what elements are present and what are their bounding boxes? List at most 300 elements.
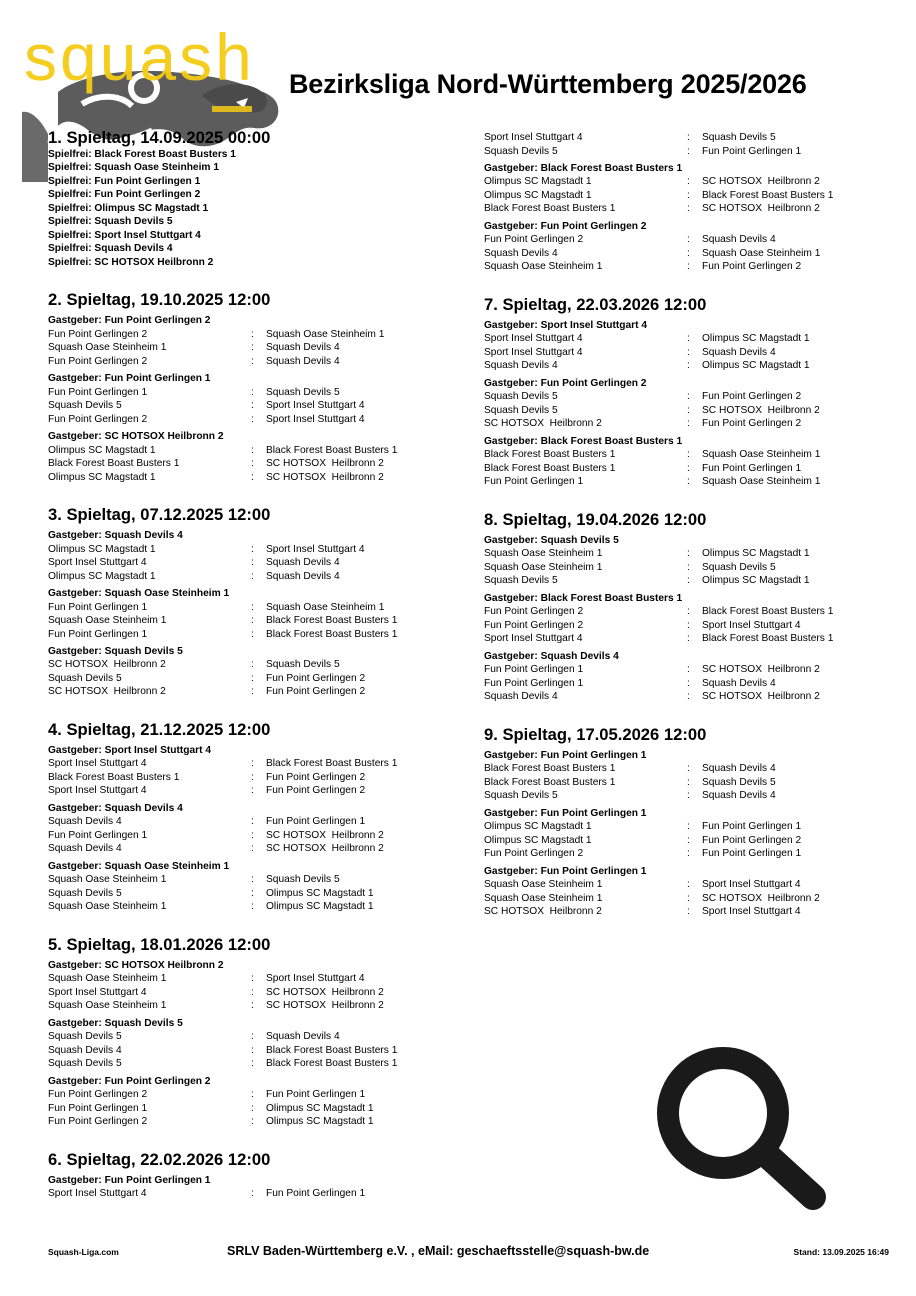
match-row [48, 386, 448, 400]
match-row [484, 632, 904, 646]
spielfrei-item: Spielfrei: Squash Devils 4 [48, 243, 173, 255]
host-group [48, 587, 448, 641]
match-separator: : [251, 887, 254, 899]
host-group [484, 592, 904, 646]
match-row [484, 260, 904, 274]
home-team: Squash Devils 5 [484, 391, 558, 403]
away-team: Squash Devils 4 [702, 346, 776, 358]
match-separator: : [251, 874, 254, 886]
logo-text: squash [24, 22, 255, 94]
footer-contact: SRLV Baden-Württemberg e.V. , eMail: geschaeftsstelle@squash-bw.de [227, 1244, 650, 1258]
match-row [484, 175, 904, 189]
match-row [48, 570, 448, 584]
away-team: SC HOTSOX Heilbronn 2 [702, 691, 820, 703]
match-separator: : [251, 471, 254, 483]
match-row [484, 233, 904, 247]
away-team: SC HOTSOX Heilbronn 2 [702, 892, 820, 904]
host-label: Gastgeber: Fun Point Gerlingen 1 [484, 807, 647, 819]
match-separator: : [251, 659, 254, 671]
match-row [484, 762, 904, 776]
away-team: Fun Point Gerlingen 1 [702, 145, 802, 157]
away-team: Squash Devils 5 [702, 776, 776, 788]
match-row [484, 448, 904, 462]
home-team: Fun Point Gerlingen 2 [48, 355, 148, 367]
home-team: Black Forest Boast Busters 1 [484, 449, 616, 461]
away-team: Squash Devils 4 [266, 355, 340, 367]
match-separator: : [687, 234, 690, 246]
match-row [484, 776, 904, 790]
match-separator: : [687, 763, 690, 775]
spieltag-section [484, 295, 904, 489]
home-team: Black Forest Boast Busters 1 [484, 776, 616, 788]
home-team: Olimpus SC Magstadt 1 [48, 543, 156, 555]
home-team: Black Forest Boast Busters 1 [48, 771, 180, 783]
home-team: Fun Point Gerlingen 1 [48, 1102, 148, 1114]
home-team: Squash Oase Steinheim 1 [48, 901, 167, 913]
spieltag-title: 5. Spieltag, 18.01.2026 12:00 [48, 934, 271, 954]
away-team: SC HOTSOX Heilbronn 2 [702, 176, 820, 188]
match-row [48, 784, 448, 798]
away-team: SC HOTSOX Heilbronn 2 [266, 986, 384, 998]
match-separator: : [687, 561, 690, 573]
away-team: Squash Devils 5 [702, 561, 776, 573]
footer-timestamp: Stand: 13.09.2025 16:49 [793, 1247, 889, 1257]
match-separator: : [687, 462, 690, 474]
match-row [484, 561, 904, 575]
host-label: Gastgeber: SC HOTSOX Heilbronn 2 [48, 959, 224, 971]
match-separator: : [687, 664, 690, 676]
away-team: Black Forest Boast Busters 1 [266, 628, 398, 640]
match-row [484, 390, 904, 404]
spieltag-section [48, 128, 448, 269]
away-team: Sport Insel Stuttgart 4 [702, 619, 801, 631]
home-team: Fun Point Gerlingen 1 [48, 628, 148, 640]
host-label: Gastgeber: Squash Devils 4 [48, 529, 183, 541]
home-team: Squash Oase Steinheim 1 [484, 561, 603, 573]
match-separator: : [251, 843, 254, 855]
match-row [48, 672, 448, 686]
host-group [48, 860, 448, 914]
left-column [48, 128, 448, 1222]
away-team: Sport Insel Stuttgart 4 [266, 973, 365, 985]
home-team: Squash Devils 5 [48, 1058, 122, 1070]
spieltag-title: 3. Spieltag, 07.12.2025 12:00 [48, 505, 271, 525]
away-team: Olimpus SC Magstadt 1 [266, 1102, 374, 1114]
match-row [484, 475, 904, 489]
match-separator: : [251, 355, 254, 367]
host-group [484, 319, 904, 373]
match-row [48, 873, 448, 887]
spieltag-section [48, 1150, 448, 1201]
match-row [484, 332, 904, 346]
away-team: Black Forest Boast Busters 1 [266, 444, 398, 456]
match-row [484, 145, 904, 159]
away-team: SC HOTSOX Heilbronn 2 [702, 664, 820, 676]
host-group [48, 430, 448, 484]
away-team: Olimpus SC Magstadt 1 [266, 887, 374, 899]
away-team: Squash Oase Steinheim 1 [266, 601, 385, 613]
home-team: Squash Devils 5 [48, 400, 122, 412]
host-group [484, 377, 904, 431]
match-row [48, 829, 448, 843]
home-team: Fun Point Gerlingen 2 [48, 328, 148, 340]
away-team: Fun Point Gerlingen 2 [266, 672, 366, 684]
spielfrei-item: Spielfrei: Squash Oase Steinheim 1 [48, 162, 219, 174]
match-separator: : [687, 691, 690, 703]
match-separator: : [251, 458, 254, 470]
spielfrei-item: Spielfrei: Black Forest Boast Busters 1 [48, 149, 236, 160]
match-separator: : [251, 570, 254, 582]
match-separator: : [251, 342, 254, 354]
match-separator: : [251, 829, 254, 841]
match-separator: : [687, 892, 690, 904]
away-team: Black Forest Boast Busters 1 [702, 189, 834, 201]
away-team: Fun Point Gerlingen 2 [702, 834, 802, 846]
host-label: Gastgeber: Fun Point Gerlingen 2 [484, 377, 647, 389]
match-row [484, 905, 904, 919]
away-team: Olimpus SC Magstadt 1 [266, 1116, 374, 1128]
home-team: Squash Oase Steinheim 1 [48, 615, 167, 626]
away-team: SC HOTSOX Heilbronn 2 [266, 829, 384, 841]
spieltag-section [48, 505, 448, 699]
match-separator: : [687, 360, 690, 372]
home-team: Squash Oase Steinheim 1 [48, 973, 167, 985]
match-separator: : [687, 776, 690, 788]
home-team: Fun Point Gerlingen 2 [484, 619, 584, 631]
match-separator: : [251, 686, 254, 698]
away-team: Squash Devils 4 [702, 790, 776, 802]
away-team: SC HOTSOX Heilbronn 2 [266, 471, 384, 483]
away-team: Squash Oase Steinheim 1 [702, 247, 821, 259]
match-row [48, 628, 448, 642]
home-team: Fun Point Gerlingen 1 [484, 664, 584, 676]
match-separator: : [687, 404, 690, 416]
away-team: Black Forest Boast Busters 1 [702, 633, 834, 645]
away-team: SC HOTSOX Heilbronn 2 [266, 1000, 384, 1012]
host-group [484, 131, 904, 158]
away-team: Sport Insel Stuttgart 4 [702, 906, 801, 918]
match-separator: : [251, 543, 254, 555]
match-row [484, 547, 904, 561]
home-team: Squash Devils 4 [484, 360, 558, 372]
match-row [484, 663, 904, 677]
home-team: Squash Devils 5 [48, 887, 122, 899]
match-separator: : [687, 418, 690, 430]
match-row [484, 346, 904, 360]
host-label: Gastgeber: Black Forest Boast Busters 1 [484, 162, 683, 174]
match-row [48, 543, 448, 557]
away-team: Squash Devils 5 [266, 659, 340, 671]
away-team: Squash Devils 4 [266, 557, 340, 569]
away-team: Squash Devils 4 [266, 570, 340, 582]
match-row [484, 892, 904, 906]
spieltag-title: 7. Spieltag, 22.03.2026 12:00 [484, 294, 707, 314]
spielfrei-item: Spielfrei: Fun Point Gerlingen 1 [48, 175, 201, 187]
home-team: Olimpus SC Magstadt 1 [484, 189, 592, 201]
host-label: Gastgeber: Fun Point Gerlingen 1 [48, 1174, 211, 1186]
away-team: Black Forest Boast Busters 1 [266, 758, 398, 770]
away-team: Squash Devils 4 [266, 342, 340, 354]
match-row [48, 1088, 448, 1102]
host-group [48, 529, 448, 583]
match-separator: : [251, 413, 254, 425]
home-team: Sport Insel Stuttgart 4 [48, 758, 147, 770]
match-separator: : [251, 816, 254, 828]
away-team: SC HOTSOX Heilbronn 2 [702, 404, 820, 416]
match-row [48, 399, 448, 413]
match-row [484, 202, 904, 216]
home-team: Squash Devils 4 [484, 247, 558, 259]
away-team: Sport Insel Stuttgart 4 [266, 400, 365, 412]
away-team: Black Forest Boast Busters 1 [266, 615, 398, 626]
match-separator: : [687, 391, 690, 403]
match-separator: : [687, 633, 690, 645]
host-label: Gastgeber: Sport Insel Stuttgart 4 [484, 319, 648, 331]
home-team: Fun Point Gerlingen 1 [484, 476, 584, 488]
match-row [484, 605, 904, 619]
match-row [48, 1102, 448, 1116]
host-group [48, 744, 448, 798]
match-separator: : [251, 901, 254, 913]
match-separator: : [251, 1044, 254, 1056]
home-team: Squash Oase Steinheim 1 [48, 342, 167, 354]
host-group [48, 1017, 448, 1071]
host-label: Gastgeber: Fun Point Gerlingen 1 [484, 749, 647, 761]
spielfrei-item: Spielfrei: Sport Insel Stuttgart 4 [48, 229, 201, 241]
home-team: Squash Oase Steinheim 1 [484, 892, 603, 904]
home-team: Fun Point Gerlingen 1 [48, 601, 148, 613]
match-separator: : [687, 834, 690, 846]
home-team: SC HOTSOX Heilbronn 2 [48, 686, 166, 698]
home-team: Squash Devils 4 [48, 1044, 122, 1056]
home-team: Squash Devils 5 [48, 1031, 122, 1043]
match-row [48, 1044, 448, 1058]
home-team: Squash Devils 4 [48, 843, 122, 855]
match-separator: : [251, 557, 254, 569]
match-row [48, 556, 448, 570]
spieltag-section [48, 290, 448, 484]
match-row [484, 619, 904, 633]
spieltag-title: 2. Spieltag, 19.10.2025 12:00 [48, 290, 271, 310]
match-row [48, 1057, 448, 1071]
away-team: Squash Oase Steinheim 1 [702, 449, 821, 461]
away-team: Olimpus SC Magstadt 1 [266, 901, 374, 913]
spielfrei-item: Spielfrei: SC HOTSOX Heilbronn 2 [48, 256, 214, 268]
home-team: Squash Devils 5 [48, 672, 122, 684]
match-row [484, 404, 904, 418]
match-row [48, 413, 448, 427]
match-row [48, 457, 448, 471]
home-team: Fun Point Gerlingen 2 [484, 234, 584, 246]
home-team: Olimpus SC Magstadt 1 [484, 834, 592, 846]
home-team: SC HOTSOX Heilbronn 2 [48, 659, 166, 671]
match-separator: : [687, 790, 690, 802]
match-separator: : [251, 986, 254, 998]
home-team: Sport Insel Stuttgart 4 [484, 132, 583, 143]
home-team: Olimpus SC Magstadt 1 [48, 444, 156, 456]
home-team: Fun Point Gerlingen 2 [48, 1089, 148, 1101]
away-team: Fun Point Gerlingen 2 [702, 261, 802, 273]
match-row [48, 1030, 448, 1044]
home-team: Squash Devils 4 [484, 691, 558, 703]
spieltag-title: 9. Spieltag, 17.05.2026 12:00 [484, 724, 707, 744]
match-row [48, 658, 448, 672]
away-team: Olimpus SC Magstadt 1 [702, 333, 810, 345]
away-team: Squash Oase Steinheim 1 [702, 476, 821, 488]
host-label: Gastgeber: Fun Point Gerlingen 1 [484, 865, 647, 877]
match-separator: : [687, 906, 690, 918]
match-row [484, 189, 904, 203]
match-separator: : [251, 400, 254, 412]
home-team: Sport Insel Stuttgart 4 [48, 557, 147, 569]
spieltag-title: 4. Spieltag, 21.12.2025 12:00 [48, 719, 271, 739]
away-team: Squash Devils 5 [266, 386, 340, 398]
host-label: Gastgeber: Black Forest Boast Busters 1 [484, 435, 683, 447]
host-group [48, 959, 448, 1013]
match-row [484, 820, 904, 834]
spielfrei-item: Spielfrei: Fun Point Gerlingen 2 [48, 189, 201, 201]
match-separator: : [251, 672, 254, 684]
host-label: Gastgeber: Black Forest Boast Busters 1 [484, 592, 683, 604]
host-label: Gastgeber: Fun Point Gerlingen 2 [48, 1075, 211, 1087]
match-row [48, 887, 448, 901]
away-team: SC HOTSOX Heilbronn 2 [702, 203, 820, 215]
match-separator: : [251, 973, 254, 985]
away-team: Fun Point Gerlingen 2 [266, 686, 366, 698]
match-separator: : [251, 758, 254, 770]
match-row [48, 355, 448, 369]
away-team: Fun Point Gerlingen 2 [702, 391, 802, 403]
right-column [484, 131, 904, 940]
match-row [48, 471, 448, 485]
away-team: Squash Devils 4 [266, 1031, 340, 1043]
match-row [48, 328, 448, 342]
match-separator: : [251, 601, 254, 613]
match-row [484, 878, 904, 892]
match-separator: : [251, 444, 254, 456]
match-row [48, 972, 448, 986]
away-team: Fun Point Gerlingen 1 [702, 462, 802, 474]
match-row [48, 601, 448, 615]
home-team: Fun Point Gerlingen 1 [48, 829, 148, 841]
match-row [48, 1187, 448, 1201]
host-label: Gastgeber: Sport Insel Stuttgart 4 [48, 744, 212, 756]
host-group [484, 534, 904, 588]
home-team: Fun Point Gerlingen 2 [484, 848, 584, 860]
search-icon[interactable] [655, 1045, 827, 1210]
home-team: Fun Point Gerlingen 2 [48, 1116, 148, 1128]
home-team: Sport Insel Stuttgart 4 [48, 1188, 147, 1200]
match-separator: : [251, 386, 254, 398]
away-team: SC HOTSOX Heilbronn 2 [266, 843, 384, 855]
home-team: Fun Point Gerlingen 2 [484, 606, 584, 618]
match-row [484, 359, 904, 373]
home-team: Black Forest Boast Busters 1 [484, 203, 616, 215]
match-separator: : [687, 176, 690, 188]
spielfrei-item: Spielfrei: Squash Devils 5 [48, 216, 173, 228]
match-separator: : [687, 333, 690, 345]
host-label: Gastgeber: Squash Devils 4 [48, 802, 183, 814]
match-separator: : [687, 189, 690, 201]
match-separator: : [687, 449, 690, 461]
away-team: Olimpus SC Magstadt 1 [702, 360, 810, 372]
match-row [48, 815, 448, 829]
away-team: Squash Devils 4 [702, 234, 776, 246]
match-row [48, 341, 448, 355]
home-team: Fun Point Gerlingen 2 [48, 413, 148, 425]
home-team: Sport Insel Stuttgart 4 [484, 633, 583, 645]
home-team: SC HOTSOX Heilbronn 2 [484, 418, 602, 430]
away-team: Fun Point Gerlingen 1 [266, 1188, 366, 1200]
match-separator: : [251, 1089, 254, 1101]
away-team: Squash Oase Steinheim 1 [266, 328, 385, 340]
host-group [484, 220, 904, 274]
match-separator: : [687, 821, 690, 833]
match-separator: : [251, 785, 254, 797]
match-row [484, 677, 904, 691]
match-separator: : [687, 575, 690, 587]
match-separator: : [251, 1058, 254, 1070]
match-row [484, 574, 904, 588]
host-label: Gastgeber: Squash Devils 5 [48, 1017, 183, 1029]
away-team: Fun Point Gerlingen 1 [702, 848, 802, 860]
match-separator: : [251, 328, 254, 340]
home-team: Olimpus SC Magstadt 1 [484, 176, 592, 188]
away-team: Squash Devils 4 [702, 677, 776, 689]
match-row [48, 771, 448, 785]
host-group [48, 1174, 448, 1201]
match-row [48, 999, 448, 1013]
host-group [484, 162, 904, 216]
match-row [48, 685, 448, 699]
match-separator: : [251, 771, 254, 783]
match-row [484, 131, 904, 145]
away-team: Fun Point Gerlingen 2 [702, 418, 802, 430]
footer-site: Squash-Liga.com [48, 1247, 119, 1257]
home-team: Squash Devils 5 [484, 575, 558, 587]
host-label: Gastgeber: Squash Devils 4 [484, 650, 619, 662]
match-row [48, 1115, 448, 1129]
away-team: Fun Point Gerlingen 1 [702, 821, 802, 833]
away-team: Fun Point Gerlingen 1 [266, 1089, 366, 1101]
home-team: SC HOTSOX Heilbronn 2 [484, 906, 602, 918]
away-team: Black Forest Boast Busters 1 [266, 1058, 398, 1070]
host-label: Gastgeber: SC HOTSOX Heilbronn 2 [48, 430, 224, 442]
match-separator: : [687, 132, 690, 143]
spielfrei-item: Spielfrei: Olimpus SC Magstadt 1 [48, 202, 209, 214]
match-separator: : [251, 1000, 254, 1012]
match-separator: : [687, 476, 690, 488]
host-label: Gastgeber: Fun Point Gerlingen 2 [48, 314, 211, 326]
away-team: Black Forest Boast Busters 1 [266, 1044, 398, 1056]
match-row [484, 847, 904, 861]
match-row [48, 614, 448, 628]
match-separator: : [687, 203, 690, 215]
spieltag-section [484, 510, 904, 704]
match-separator: : [687, 346, 690, 358]
away-team: Fun Point Gerlingen 1 [266, 816, 366, 828]
away-team: Sport Insel Stuttgart 4 [266, 413, 365, 425]
match-row [48, 842, 448, 856]
away-team: Sport Insel Stuttgart 4 [702, 879, 801, 891]
away-team: Squash Devils 5 [702, 132, 776, 143]
match-row [48, 986, 448, 1000]
away-team: Squash Devils 4 [702, 763, 776, 775]
home-team: Black Forest Boast Busters 1 [484, 763, 616, 775]
spieltag-section [484, 725, 904, 919]
home-team: Olimpus SC Magstadt 1 [48, 570, 156, 582]
home-team: Squash Devils 5 [484, 790, 558, 802]
